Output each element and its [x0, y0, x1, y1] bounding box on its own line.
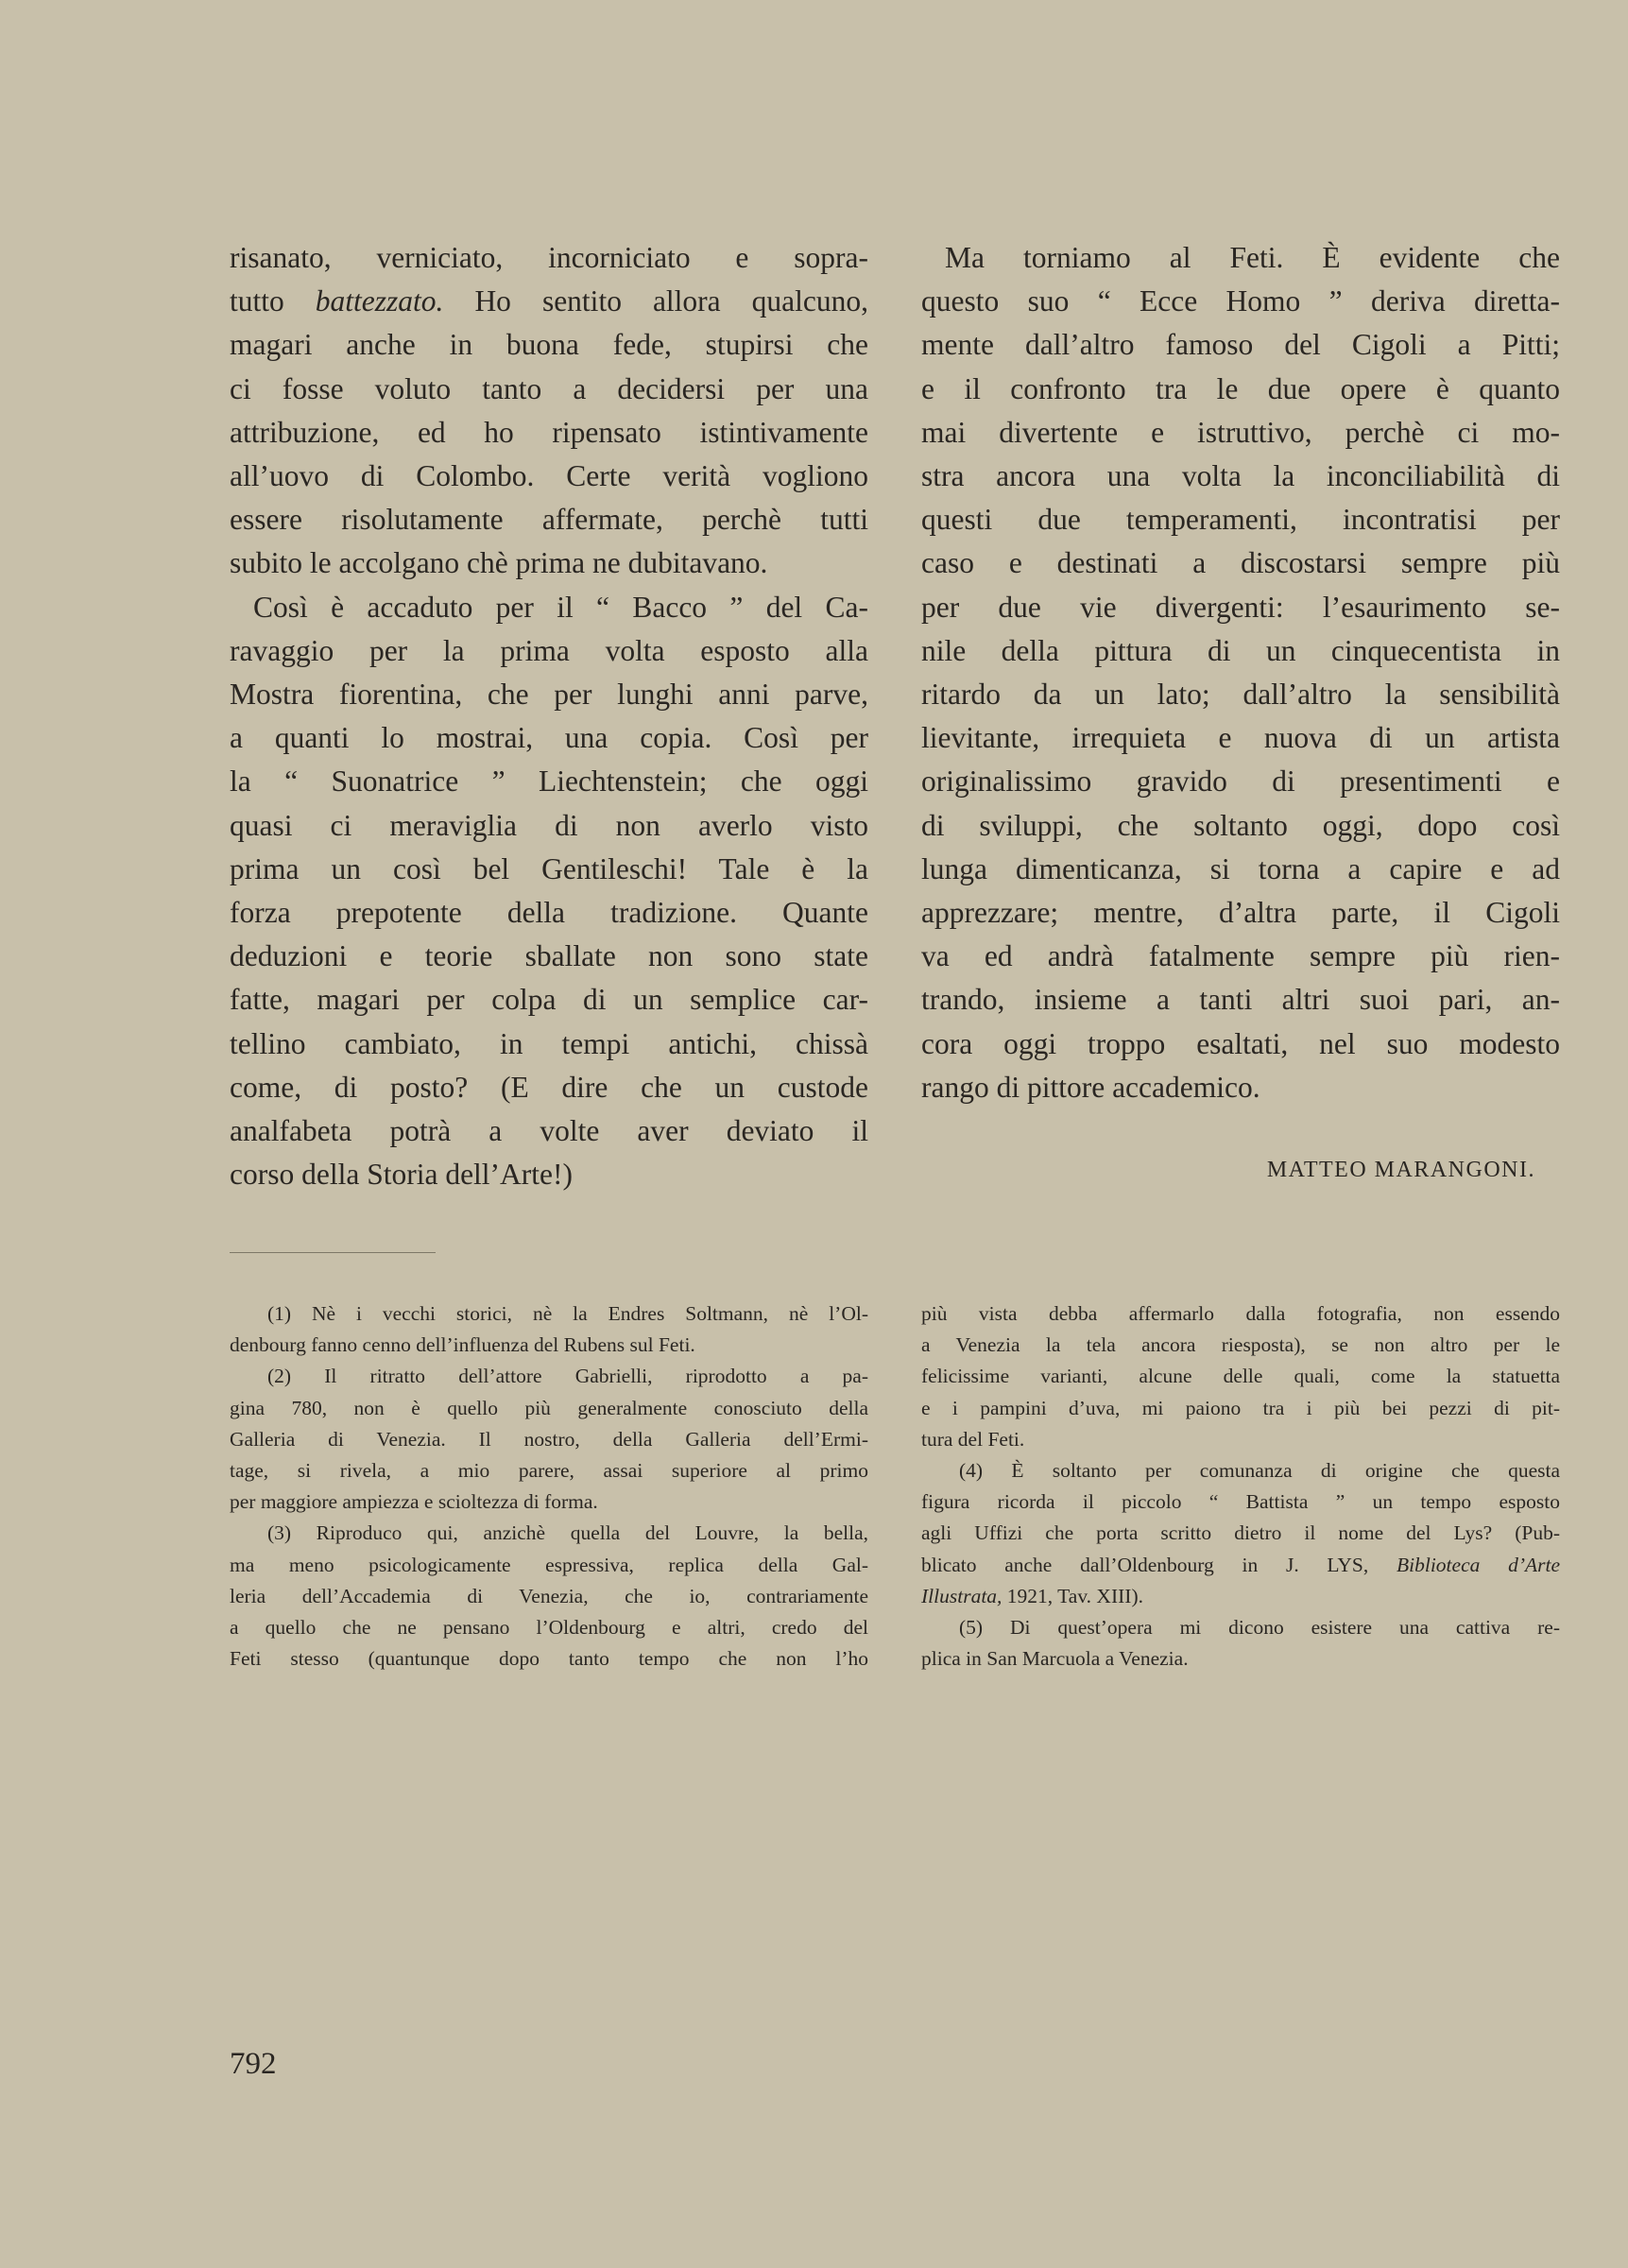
footnotes-column-right	[921, 1298, 1560, 1675]
text-line: tellino cambiato, in tempi antichi, chissà	[230, 1026, 868, 1060]
text-line: va ed andrà fatalmente sempre più rien-	[921, 939, 1560, 973]
italic-title: Biblioteca d’Arte	[1397, 1553, 1561, 1576]
text-line: rango di pittore accademico.	[921, 1070, 1260, 1104]
footnote-line: (3) Riproduco qui, anzichè quella del Louvre, la bella,	[267, 1521, 868, 1545]
text-line: questi due temperamenti, incontratisi per	[921, 503, 1560, 537]
text-line: trando, insieme a tanti altri suoi pari, an-	[921, 983, 1560, 1017]
footnote-line: ma meno psicologicamente espressiva, replica della Gal-	[230, 1553, 868, 1576]
body-column-left	[230, 236, 868, 1196]
footnote-line: a quello che ne pensano l’Oldenbourg e altri, credo del	[230, 1616, 868, 1640]
text-line: per due vie divergenti: l’esaurimento se-	[921, 590, 1560, 624]
text-line: di sviluppi, che soltanto oggi, dopo così	[921, 808, 1560, 842]
footnote-line: e i pampini d’uva, mi paiono tra i più bei pezzi di pit-	[921, 1396, 1560, 1419]
footnote-line: felicissime varianti, alcune delle quali, come la statuetta	[921, 1365, 1560, 1388]
footnote-line: più vista debba affermarlo dalla fotografia, non essendo	[921, 1302, 1560, 1325]
footnote-line: tage, si rivela, a mio parere, assai superiore al primo	[230, 1459, 868, 1483]
text-line: la “ Suonatrice ” Liechtenstein; che oggi	[230, 765, 868, 799]
footnote-line: (5) Di quest’opera mi dicono esistere una cattiva re-	[959, 1616, 1560, 1640]
footnote-line: tura del Feti.	[921, 1427, 1025, 1451]
italic-title: Illustrata,	[921, 1584, 1003, 1607]
text-line: essere risolutamente affermate, perchè tutti	[230, 503, 868, 537]
text-line: prima un così bel Gentileschi! Tale è la	[230, 851, 868, 885]
page-number: 792	[230, 2047, 277, 2081]
text-line: tutto battezzato. Ho sentito allora qualcuno,	[230, 284, 869, 318]
text-line: magari anche in buona fede, stupirsi che	[230, 328, 868, 362]
text-line: corso della Storia dell’Arte!)	[230, 1158, 573, 1192]
footnote-line: gina 780, non è quello più generalmente conosciuto della	[230, 1396, 868, 1419]
text-line: Mostra fiorentina, che per lunghi anni parve,	[230, 678, 868, 712]
text-line: caso e destinati a discostarsi sempre più	[921, 546, 1560, 580]
body-column-right	[921, 236, 1560, 1109]
footnotes-column-left	[230, 1298, 868, 1675]
text-line: e il confronto tra le due opere è quanto	[921, 371, 1560, 405]
text-line: lievitante, irrequieta e nuova di un artista	[921, 721, 1560, 755]
text-line: all’uovo di Colombo. Certe verità vogliono	[230, 459, 868, 493]
text-line: questo suo “ Ecce Homo ” deriva diretta-	[921, 284, 1560, 318]
footnote-line: per maggiore ampiezza e scioltezza di forma.	[230, 1490, 598, 1514]
footnote-line: Galleria di Venezia. Il nostro, della Galleria dell’Ermi-	[230, 1427, 868, 1451]
text-line: Così è accaduto per il “ Bacco ” del Ca-	[253, 590, 868, 624]
text-line: ravaggio per la prima volta esposto alla	[230, 633, 868, 667]
text-line: originalissimo gravido di presentimenti e	[921, 765, 1560, 799]
text-line: forza prepotente della tradizione. Quante	[230, 896, 868, 930]
text-line: quasi ci meraviglia di non averlo visto	[230, 808, 868, 842]
footnote-line: (4) È soltanto per comunanza di origine che questa	[959, 1459, 1560, 1483]
text-line: analfabeta potrà a volte aver deviato il	[230, 1114, 868, 1148]
text-line: risanato, verniciato, incorniciato e sopra-	[230, 241, 868, 274]
footnote-line: figura ricorda il piccolo “ Battista ” un tempo esposto	[921, 1490, 1560, 1514]
text-line: fatte, magari per colpa di un semplice car-	[230, 983, 868, 1017]
text-line: apprezzare; mentre, d’altra parte, il Cigoli	[921, 896, 1560, 930]
footnote-line: blicato anche dall’Oldenbourg in J. LYS, Biblioteca d’Arte	[921, 1553, 1561, 1576]
footnote-line: agli Uffizi che porta scritto dietro il nome del Lys? (Pub-	[921, 1521, 1560, 1545]
text-line: ritardo da un lato; dall’altro la sensibilità	[921, 678, 1560, 712]
text-line: ci fosse voluto tanto a decidersi per una	[230, 371, 868, 405]
footnote-line: a Venezia la tela ancora riesposta), se non altro per le	[921, 1333, 1560, 1357]
footnote-line: (2) Il ritratto dell’attore Gabrielli, riprodotto a pa-	[267, 1365, 868, 1388]
text-line: attribuzione, ed ho ripensato istintivamente	[230, 415, 868, 449]
text-line: stra ancora una volta la inconciliabilità di	[921, 459, 1560, 493]
text-line: come, di posto? (E dire che un custode	[230, 1070, 868, 1104]
footnote-line: Illustrata, 1921, Tav. XIII).	[921, 1584, 1143, 1607]
text-line: mente dall’altro famoso del Cigoli a Pitti;	[921, 328, 1560, 362]
text-line: cora oggi troppo esaltati, nel suo modesto	[921, 1026, 1560, 1060]
footnote-line: Feti stesso (quantunque dopo tanto tempo che non l’ho	[230, 1647, 868, 1671]
footnote-divider	[230, 1252, 436, 1253]
text-line: lunga dimenticanza, si torna a capire e ad	[921, 851, 1560, 885]
text-line: Ma torniamo al Feti. È evidente che	[945, 241, 1560, 274]
text-line: nile della pittura di un cinquecentista in	[921, 633, 1560, 667]
footnote-line: (1) Nè i vecchi storici, nè la Endres Soltmann, nè l’Ol-	[267, 1302, 868, 1325]
footnote-line: plica in San Marcuola a Venezia.	[921, 1647, 1189, 1671]
footnote-line: leria dell’Accademia di Venezia, che io, contrariamente	[230, 1584, 868, 1607]
text-line: a quanti lo mostrai, una copia. Così per	[230, 721, 868, 755]
text-line: deduzioni e teorie sballate non sono state	[230, 939, 868, 973]
text-line: subito le accolgano chè prima ne dubitavano.	[230, 546, 768, 580]
text-line: mai divertente e istruttivo, perchè ci mo-	[921, 415, 1560, 449]
italic-word: battezzato.	[315, 284, 444, 318]
author-signature: MATTEO MARANGONI.	[1266, 1158, 1535, 1182]
footnote-line: denbourg fanno cenno dell’influenza del Rubens sul Feti.	[230, 1333, 695, 1357]
